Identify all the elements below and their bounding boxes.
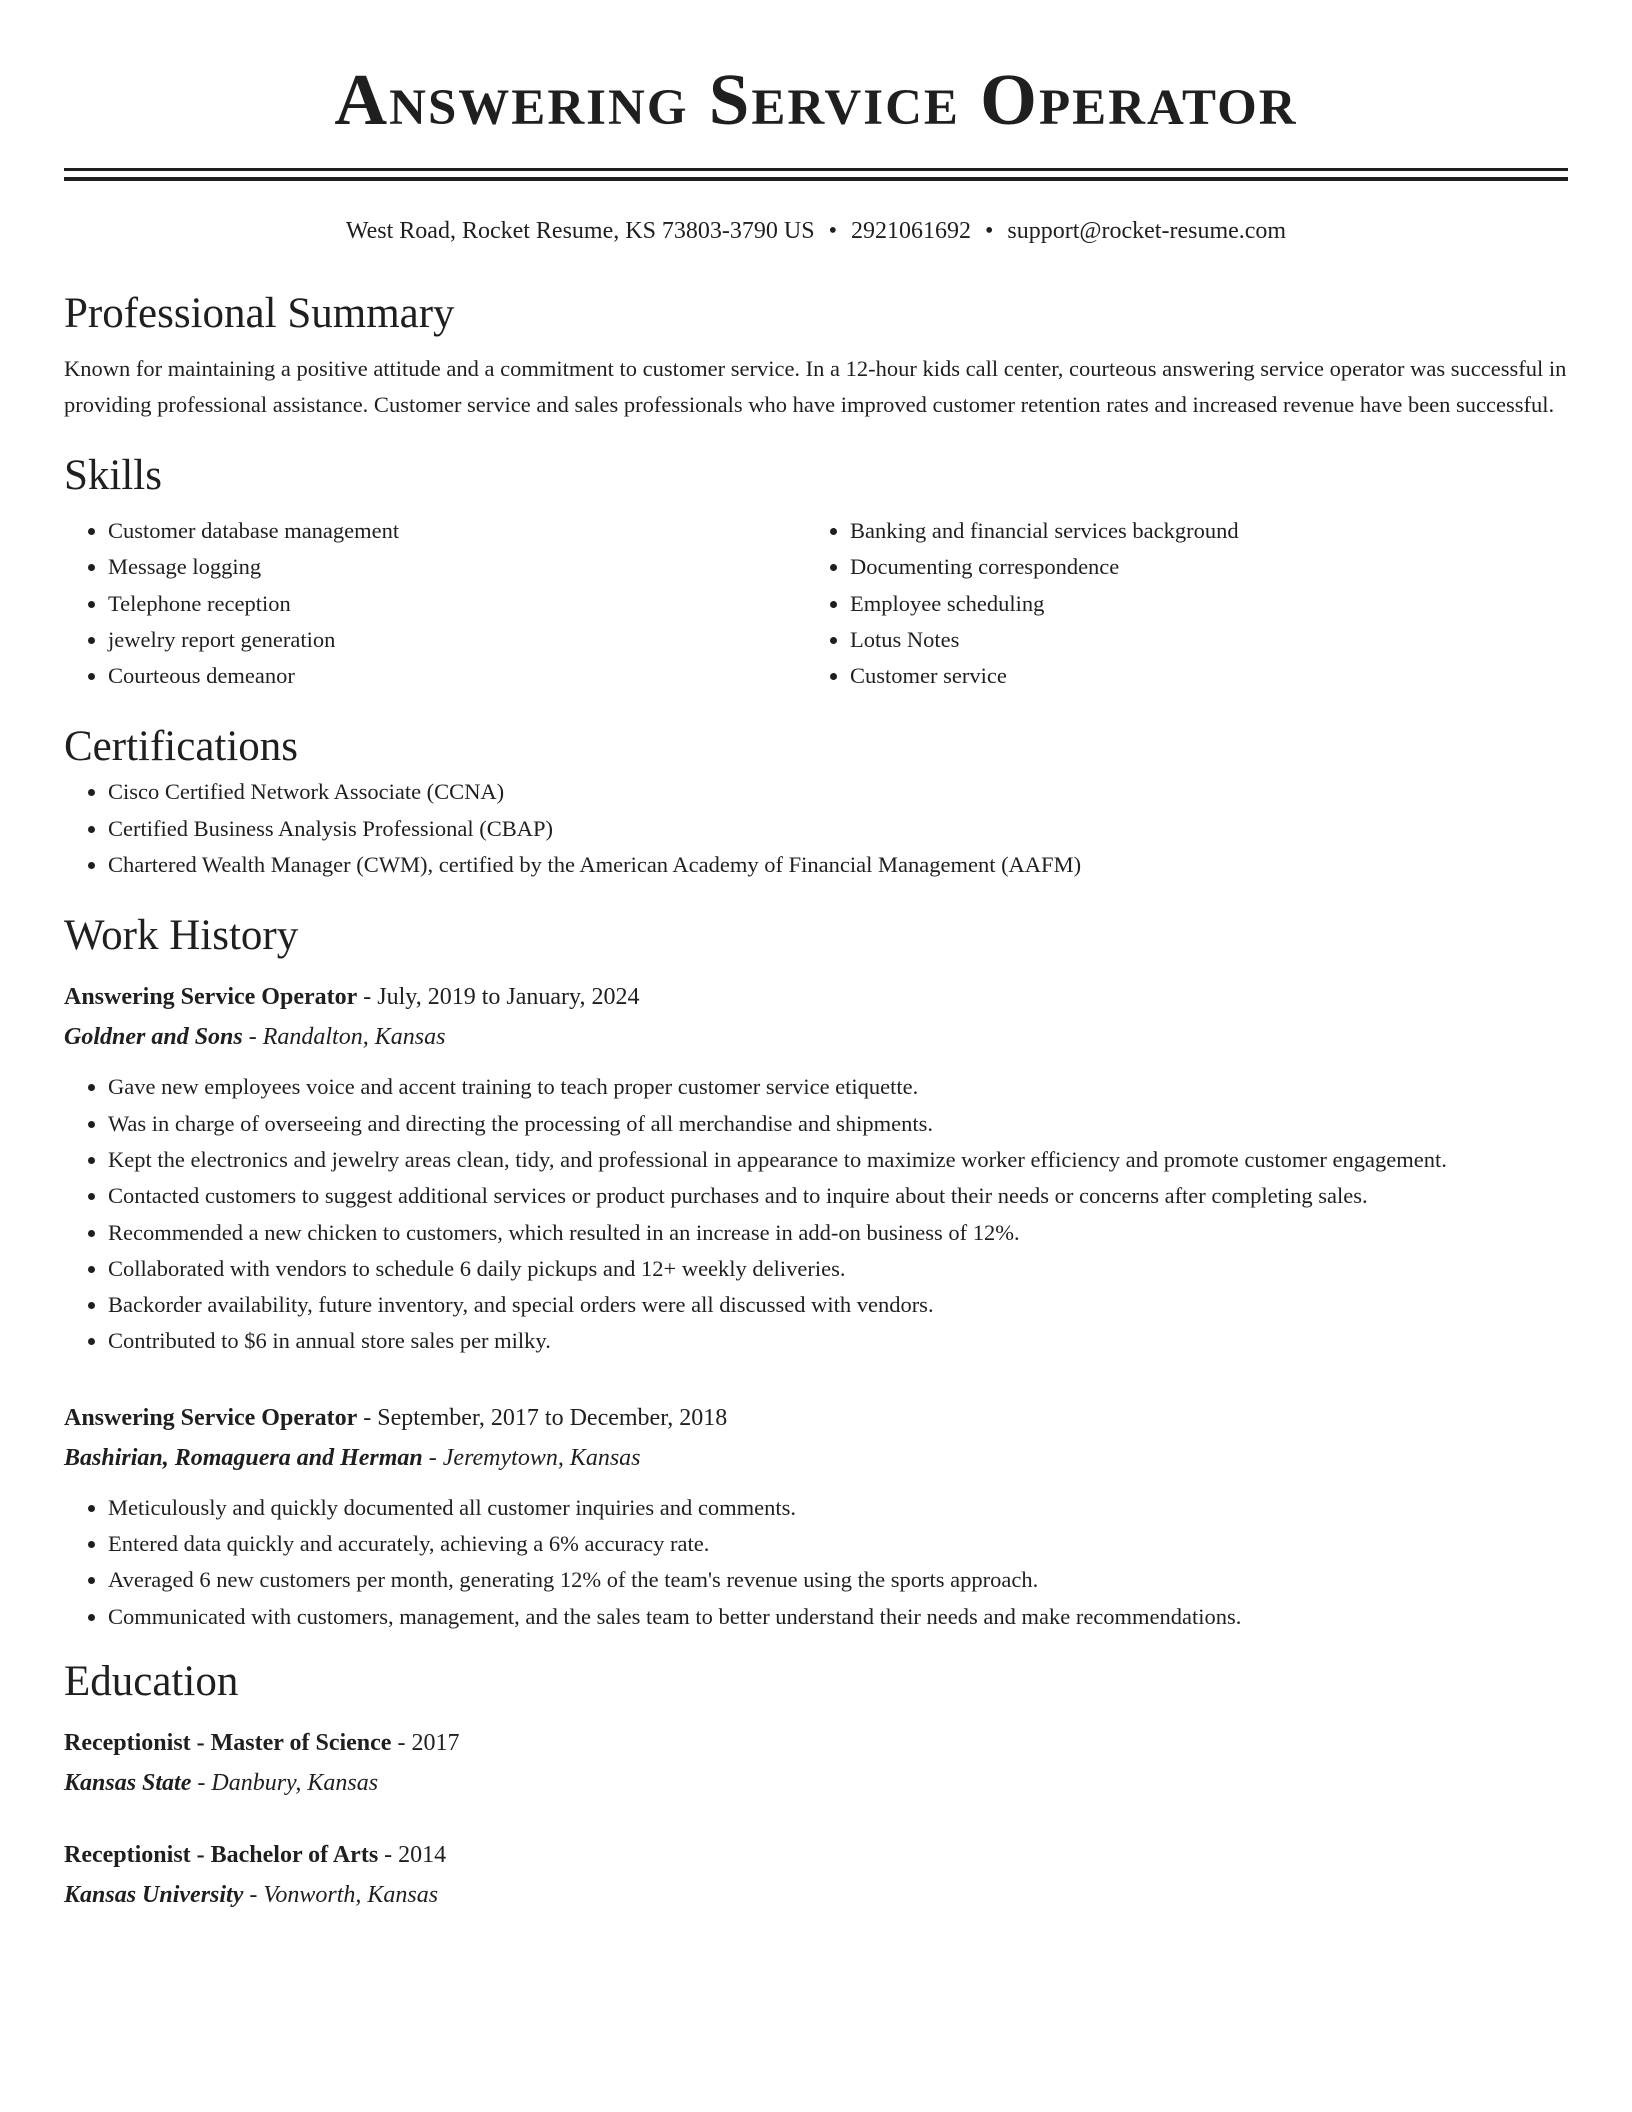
contact-email[interactable]: support@rocket-resume.com (1007, 218, 1287, 244)
job-bullet: • Contributed to $6 in annual store sales per milky. (108, 1323, 1568, 1359)
summary-heading: Professional Summary (64, 290, 455, 337)
job-bullet: • Entered data quickly and accurately, achieving a 6% accuracy rate. (108, 1526, 1568, 1562)
contact-line (64, 215, 1568, 247)
contact-separator: • (828, 218, 837, 244)
job-company-line (64, 1017, 1568, 1057)
job-bullet: • Collaborated with vendors to schedule 6 daily pickups and 12+ weekly deliveries. (108, 1251, 1568, 1287)
job-bullet: • Kept the electronics and jewelry areas clean, tidy, and professional in appearance to maximize worker efficiency and promote customer engagement. (108, 1142, 1568, 1178)
skills-section (64, 449, 1568, 694)
job-company-line (64, 1438, 1568, 1478)
certification-item: • Chartered Wealth Manager (CWM), certified by the American Academy of Financial Management (AAFM) (108, 847, 1568, 883)
contact-phone: 2921061692 (851, 218, 971, 244)
school-location: - Vonworth, Kansas (243, 1881, 439, 1908)
job-bullet: • Backorder availability, future inventory, and special orders were all discussed with vendors. (108, 1287, 1568, 1323)
job-title: Answering Service Operator (64, 984, 358, 1011)
certification-item: • Certified Business Analysis Professional (CBAP) (108, 811, 1568, 847)
certifications-heading: Certifications (64, 723, 299, 771)
job-entry (64, 1398, 1568, 1635)
job-dates: - July, 2019 to January, 2024 (357, 984, 640, 1011)
job-location: - Randalton, Kansas (242, 1024, 446, 1051)
skills-grid (64, 513, 1568, 694)
job-bullet: • Contacted customers to suggest additional services or product purchases and to inquire about their needs or concerns after completing sales. (108, 1178, 1568, 1214)
skill-item: • Documenting correspondence (850, 549, 1568, 585)
job-bullet: • Recommended a new chicken to customers, which resulted in an increase in add-on business of 12%. (108, 1215, 1568, 1251)
summary-text: Known for maintaining a positive attitude and a commitment to customer service. In a 12-hour kids call center, courteous answering service operator was successful in providing professional assistance. Customer service and sales professionals who have improved customer retention rates and increased revenue have been successful. (64, 356, 1567, 417)
job-bullet: • Communicated with customers, management, and the sales team to better understand their needs and make recommendations. (108, 1599, 1568, 1635)
school-location: - Danbury, Kansas (191, 1769, 379, 1796)
degree-title: Receptionist - Master of Science (64, 1729, 392, 1756)
education-section (64, 1655, 1568, 1915)
work-history-section (64, 909, 1568, 1635)
degree-year: - 2014 (378, 1841, 447, 1868)
skill-item: • Courteous demeanor (108, 658, 806, 694)
job-dates: - September, 2017 to December, 2018 (357, 1404, 728, 1431)
school-name: Kansas University (64, 1881, 244, 1908)
resume-name: Answering Service Operator (334, 59, 1298, 140)
skill-item: • Customer service (850, 658, 1568, 694)
job-bullet: • Was in charge of overseeing and directing the processing of all merchandise and shipments. (108, 1106, 1568, 1142)
school-line (64, 1763, 1568, 1803)
degree-line (64, 1723, 1568, 1763)
degree-year: - 2017 (391, 1729, 460, 1756)
skill-item: • Banking and financial services background (850, 513, 1568, 549)
skill-item: • jewelry report generation (108, 622, 806, 658)
education-entry (64, 1835, 1568, 1915)
skill-item: • Employee scheduling (850, 586, 1568, 622)
divider-line-thick (64, 177, 1568, 181)
certification-item: • Cisco Certified Network Associate (CCNA) (108, 774, 1568, 810)
contact-address: West Road, Rocket Resume, KS 73803-3790 US (345, 218, 815, 244)
summary-section (64, 287, 1568, 423)
header-divider (64, 168, 1568, 181)
skills-list-left (64, 513, 806, 694)
school-line (64, 1875, 1568, 1915)
certifications-section (64, 720, 1568, 883)
job-title: Answering Service Operator (64, 1404, 358, 1431)
job-bullets (64, 1069, 1568, 1359)
job-bullet: • Averaged 6 new customers per month, generating 12% of the team's revenue using the sports approach. (108, 1562, 1568, 1598)
job-bullet: • Meticulously and quickly documented all customer inquiries and comments. (108, 1490, 1568, 1526)
job-bullets (64, 1490, 1568, 1635)
job-entry (64, 977, 1568, 1359)
skill-item: • Message logging (108, 549, 806, 585)
contact-separator: • (985, 218, 994, 244)
education-entry (64, 1723, 1568, 1803)
job-location: - Jeremytown, Kansas (422, 1444, 641, 1471)
divider-line-thin (64, 168, 1568, 171)
skill-item: • Lotus Notes (850, 622, 1568, 658)
certifications-list (64, 774, 1568, 883)
skills-heading: Skills (64, 452, 162, 499)
job-company: Bashirian, Romaguera and Herman (64, 1444, 423, 1471)
skill-item: • Customer database management (108, 513, 806, 549)
job-title-line (64, 977, 1568, 1017)
degree-title: Receptionist - Bachelor of Arts (64, 1841, 379, 1868)
job-title-line (64, 1398, 1568, 1438)
skills-list-right (806, 513, 1568, 694)
skill-item: • Telephone reception (108, 586, 806, 622)
job-bullet: • Gave new employees voice and accent training to teach proper customer service etiquette. (108, 1069, 1568, 1105)
education-heading: Education (64, 1657, 239, 1705)
job-company: Goldner and Sons (64, 1024, 243, 1051)
school-name: Kansas State (64, 1769, 192, 1796)
degree-line (64, 1835, 1568, 1875)
work-history-heading: Work History (64, 912, 299, 960)
